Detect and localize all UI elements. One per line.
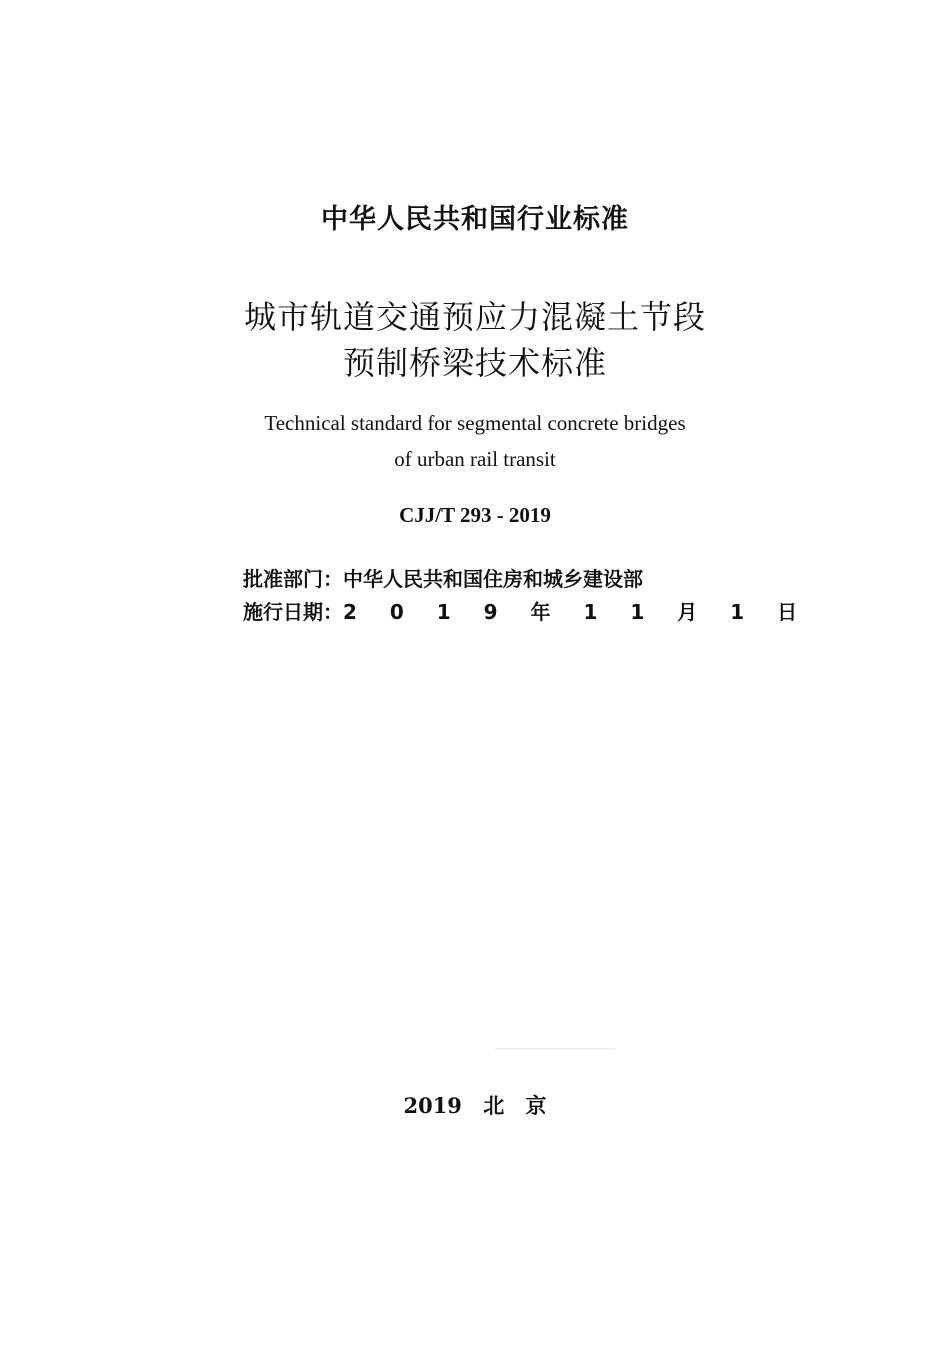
chinese-title-line-1: 城市轨道交通预应力混凝土节段 xyxy=(243,298,706,336)
chinese-title-line-2: 预制桥梁技术标准 xyxy=(342,344,607,382)
english-title-line-1: Technical standard for segmental concrete bridges xyxy=(264,411,686,435)
effective-date-label: 施行日期： xyxy=(243,600,343,624)
approval-department-row xyxy=(243,563,643,592)
approval-department-value: 中华人民共和国住房和城乡建设部 xyxy=(343,567,643,591)
effective-date-row xyxy=(243,596,810,625)
publication-imprint: 2019 北 京 xyxy=(403,1093,547,1118)
industry-standard-heading: 中华人民共和国行业标准 xyxy=(321,204,629,235)
english-title-line-2: of urban rail transit xyxy=(394,447,556,471)
faint-scan-mark xyxy=(495,1048,615,1050)
approval-department-label: 批准部门： xyxy=(243,567,343,591)
standard-code: CJJ/T 293 - 2019 xyxy=(399,503,551,527)
effective-date-value: 2 0 1 9 年 1 1 月 1 日 xyxy=(343,600,811,624)
